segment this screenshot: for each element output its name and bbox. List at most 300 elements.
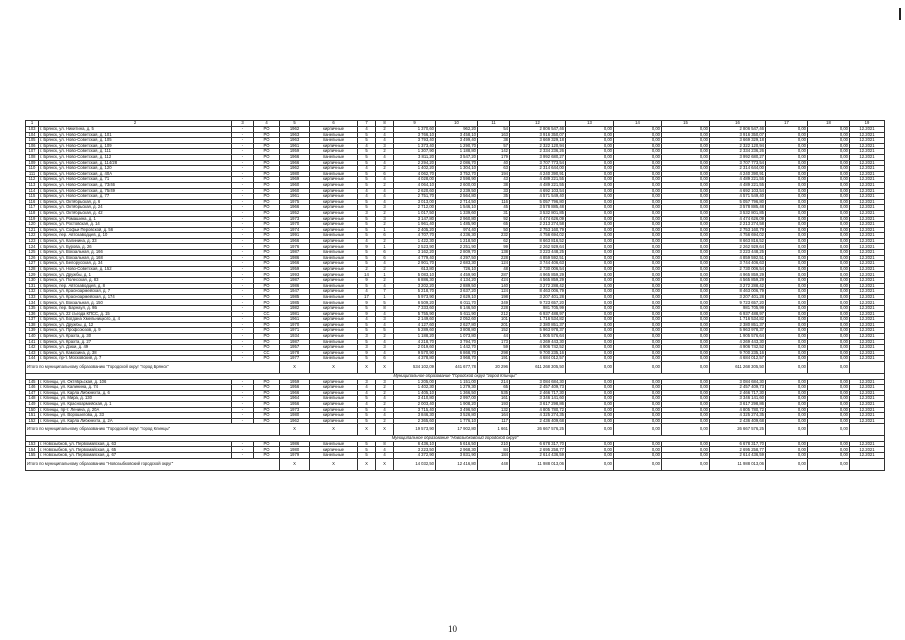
table-cell: РО <box>254 300 280 306</box>
table-cell: 1973 <box>280 216 310 222</box>
address-cell: г. Брянск, ул. 22 съезда КПСС, д. 15 <box>39 311 232 317</box>
table-cell: 1977 <box>280 356 310 362</box>
table-cell: 5 <box>358 261 376 267</box>
table-cell: 0,00 <box>566 199 614 205</box>
table-cell: 0,00 <box>566 407 614 413</box>
table-cell: 0,00 <box>808 311 850 317</box>
table-cell: 0,00 <box>766 328 808 334</box>
table-cell: 0,00 <box>614 401 662 407</box>
table-cell: кирпичные <box>310 311 358 317</box>
table-cell: РО <box>254 143 280 149</box>
address-cell: г. Брянск, ул. Ново-Советская, д. 152 <box>39 266 232 272</box>
table-cell: 1991 <box>280 233 310 239</box>
address-cell: г. Новозыбков, ул. Первомайская, д. 67 <box>39 453 232 459</box>
table-cell: 0,00 <box>662 216 710 222</box>
table-cell: 0,00 <box>614 311 662 317</box>
table-cell: 4 <box>376 261 394 267</box>
address-cell: г. Брянск, пер. Барнаул, д. 9Б <box>39 306 232 312</box>
table-cell: 3 496,50 <box>436 407 478 413</box>
table-cell: панельные <box>310 283 358 289</box>
table-cell: СС <box>254 350 280 356</box>
table-cell: 2 730 006,54 <box>710 266 766 272</box>
table-cell: 12.2021 <box>850 328 885 334</box>
subtotal-cell: 0,00 <box>614 458 662 470</box>
table-cell: 0,00 <box>808 289 850 295</box>
table-cell: 2 730 006,54 <box>510 266 566 272</box>
table-cell: 1962 <box>280 166 310 172</box>
table-cell: - <box>232 182 254 188</box>
table-cell: 124 <box>478 289 510 295</box>
table-cell: 4 489 221,55 <box>710 182 766 188</box>
table-cell: 6 <box>376 356 394 362</box>
table-cell: 9 700 235,16 <box>710 350 766 356</box>
table-cell: 2 466 717,30 <box>510 390 566 396</box>
subtotal-cell: 441 677,78 <box>436 361 478 373</box>
table-cell: 3 547,20 <box>436 154 478 160</box>
table-cell: 1960 <box>280 188 310 194</box>
table-cell: 0,00 <box>566 396 614 402</box>
table-cell: 0,00 <box>614 154 662 160</box>
table-cell: 12.2021 <box>850 317 885 323</box>
table-cell: 0,00 <box>808 441 850 447</box>
column-number-cell: 10 <box>436 121 478 127</box>
table-cell: РО <box>254 194 280 200</box>
table-cell: 5 <box>358 441 376 447</box>
table-cell: 0,00 <box>662 210 710 216</box>
table-cell: кирпичные <box>310 328 358 334</box>
address-cell: г. Клинцы, ул. Карла Либкнехта, д. 6 <box>39 390 232 396</box>
table-cell: 0,00 <box>808 250 850 256</box>
table-cell: панельные <box>310 294 358 300</box>
table-cell: кирпичные <box>310 401 358 407</box>
table-cell: 1 716 534,82 <box>510 317 566 323</box>
table-cell: 0,00 <box>566 453 614 459</box>
table-cell: 0,00 <box>566 222 614 228</box>
table-cell: 0,00 <box>662 300 710 306</box>
subtotal-cell: 11 988 013,06 <box>710 458 766 470</box>
table-cell: 3 794,70 <box>436 339 478 345</box>
table-cell: 43 <box>478 177 510 183</box>
table-cell: 12.2021 <box>850 441 885 447</box>
table-cell: 2 213 274,58 <box>710 222 766 228</box>
address-cell: г. Брянск, пр-т. Московский, д. 7 <box>39 356 232 362</box>
address-cell: г. Брянск, ул. Ново-Советская, д. 40А <box>39 171 232 177</box>
subtotal-cell: 534 102,09 <box>394 361 436 373</box>
table-cell: 116 <box>26 199 39 205</box>
table-cell: 0,00 <box>662 278 710 284</box>
table-cell: 1 073,80 <box>436 333 478 339</box>
table-cell: 5 <box>358 250 376 256</box>
table-cell: 0,00 <box>614 350 662 356</box>
table-cell: кирпичные <box>310 216 358 222</box>
table-cell: 0,00 <box>566 127 614 133</box>
table-cell: 3 223 448,25 <box>510 250 566 256</box>
table-cell: 139 <box>26 328 39 334</box>
table-cell: 4 906 742,52 <box>510 345 566 351</box>
table-cell: 2 960,80 <box>436 216 478 222</box>
table-cell: РО <box>254 255 280 261</box>
table-cell: - <box>232 447 254 453</box>
table-cell: 0,00 <box>614 199 662 205</box>
table-cell: 0,00 <box>766 453 808 459</box>
table-cell: 4 <box>358 194 376 200</box>
table-cell: 0,00 <box>614 244 662 250</box>
table-cell: - <box>232 227 254 233</box>
table-cell: 0,00 <box>566 413 614 419</box>
table-cell: 31 <box>478 210 510 216</box>
table-cell: 4 064,10 <box>394 182 436 188</box>
table-cell: панельные <box>310 154 358 160</box>
table-cell: кирпичные <box>310 177 358 183</box>
table-cell: 0,00 <box>566 227 614 233</box>
table-cell: 1980 <box>280 413 310 419</box>
table-cell: 0,00 <box>662 244 710 250</box>
table-cell: 12.2021 <box>850 255 885 261</box>
table-cell: 12.2021 <box>850 143 885 149</box>
column-number-cell: 6 <box>310 121 358 127</box>
table-cell: 3 617 298,86 <box>710 401 766 407</box>
table-cell: 0,00 <box>766 166 808 172</box>
table-cell: 1986 <box>280 283 310 289</box>
address-cell: г. Брянск, ул. Бурова, д. 26 <box>39 244 232 250</box>
table-cell: 0,00 <box>808 401 850 407</box>
table-cell: 5 <box>358 339 376 345</box>
subtotal-cell: 0,00 <box>566 361 614 373</box>
table-cell: 4 565 859,29 <box>710 278 766 284</box>
table-cell: - <box>232 244 254 250</box>
table-cell: кирпичные <box>310 222 358 228</box>
table-cell: 0,00 <box>766 216 808 222</box>
table-cell: 0,00 <box>566 154 614 160</box>
table-cell: 5 <box>358 199 376 205</box>
table-cell: 3 272 288,42 <box>510 283 566 289</box>
table-cell: 142 <box>478 149 510 155</box>
table-cell: 9 <box>358 300 376 306</box>
table-cell: 0,00 <box>662 333 710 339</box>
table-cell: 12.2021 <box>850 407 885 413</box>
table-cell: 3 <box>358 210 376 216</box>
table-cell: 0,00 <box>614 266 662 272</box>
subtotal-empty-cell <box>850 458 885 470</box>
table-cell: 2 019,60 <box>394 345 436 351</box>
address-cell: г. Брянск, ул. Ново-Советская, д. 120 <box>39 166 232 172</box>
table-cell: 0,00 <box>766 407 808 413</box>
table-cell: кирпичные <box>310 244 358 250</box>
table-cell: 184 <box>478 453 510 459</box>
table-cell: 3 458,10 <box>436 132 478 138</box>
table-cell: - <box>232 233 254 239</box>
table-cell: 4 565 859,29 <box>510 278 566 284</box>
column-number-cell: 18 <box>808 121 850 127</box>
table-cell: 0,00 <box>808 244 850 250</box>
table-cell: - <box>232 345 254 351</box>
table-cell: РО <box>254 188 280 194</box>
table-cell: 0,00 <box>766 306 808 312</box>
table-cell: 2 405,20 <box>394 227 436 233</box>
table-cell: 232 <box>478 233 510 239</box>
table-cell: 0,00 <box>662 322 710 328</box>
table-cell: кирпичные <box>310 166 358 172</box>
table-cell: 5 616,50 <box>436 441 478 447</box>
table-cell: 0,00 <box>566 385 614 391</box>
subtotal-cell: 0,00 <box>766 458 808 470</box>
table-cell: 1962 <box>280 127 310 133</box>
table-cell: 4 062,70 <box>394 171 436 177</box>
table-cell: 0,00 <box>808 127 850 133</box>
table-cell: 0,00 <box>766 390 808 396</box>
table-cell: 0,00 <box>662 132 710 138</box>
table-cell: 0,00 <box>808 138 850 144</box>
table-cell: 0,00 <box>662 149 710 155</box>
table-cell: 0,00 <box>808 283 850 289</box>
table-cell: 0,00 <box>566 238 614 244</box>
table-cell: 2 334 236,26 <box>710 149 766 155</box>
table-cell: 0,00 <box>614 194 662 200</box>
subtotal-cell: 0,00 <box>808 424 850 436</box>
table-cell: РО <box>254 333 280 339</box>
table-cell: 0,00 <box>566 317 614 323</box>
table-cell: 0,00 <box>766 333 808 339</box>
table-cell: 5 057 796,80 <box>510 199 566 205</box>
table-cell: панельные <box>310 339 358 345</box>
table-cell: 14 <box>358 272 376 278</box>
table-cell: 12.2021 <box>850 266 885 272</box>
table-cell: 0,00 <box>662 238 710 244</box>
table-cell: 54 <box>478 127 510 133</box>
table-cell: 128 <box>26 266 39 272</box>
table-cell: кирпичные <box>310 322 358 328</box>
subtotal-cell: X <box>358 361 376 373</box>
table-cell: 4 269 443,30 <box>510 339 566 345</box>
table-cell: 4 965 859,29 <box>710 272 766 278</box>
column-number-cell: 16 <box>710 121 766 127</box>
table-cell: кирпичные <box>310 210 358 216</box>
table-cell: кирпичные <box>310 143 358 149</box>
table-cell: - <box>232 154 254 160</box>
table-cell: 3 752,70 <box>436 171 478 177</box>
page-number: 10 <box>448 624 457 634</box>
table-cell: 1 366,50 <box>436 390 478 396</box>
municipality-title: Муниципальное образование "Новозыбковский городской округ" <box>26 436 885 442</box>
table-cell: 12.2021 <box>850 345 885 351</box>
table-cell: 2 <box>376 182 394 188</box>
table-cell: 5 <box>358 322 376 328</box>
table-cell: 4 <box>376 283 394 289</box>
table-cell: 0,00 <box>808 294 850 300</box>
table-cell: - <box>232 300 254 306</box>
table-cell: 0,00 <box>614 441 662 447</box>
table-cell: 2 901,70 <box>394 261 436 267</box>
table-cell: 0,00 <box>808 322 850 328</box>
table-cell: 1975 <box>280 199 310 205</box>
address-cell: г. Брянск, ул. Октябрьская, д. 42 <box>39 210 232 216</box>
table-cell: 0,00 <box>662 447 710 453</box>
table-cell: 1987 <box>280 278 310 284</box>
table-cell: 33 <box>478 188 510 194</box>
table-cell: 201 <box>478 322 510 328</box>
table-cell: 0,00 <box>662 283 710 289</box>
table-cell: 138 <box>478 250 510 256</box>
housing-register-table <box>25 120 885 471</box>
table-cell: 2 251,90 <box>436 244 478 250</box>
table-cell: 84 <box>478 447 510 453</box>
table-cell: - <box>232 238 254 244</box>
table-cell: 12.2021 <box>850 401 885 407</box>
address-cell: г. Брянск, ул. Ново-Советская, д. 75/49 <box>39 188 232 194</box>
table-cell: 145 <box>26 379 39 385</box>
subtotal-cell: 0,00 <box>614 424 662 436</box>
table-cell: - <box>232 160 254 166</box>
table-cell: - <box>232 132 254 138</box>
table-cell: панельные <box>310 250 358 256</box>
table-cell: 5 <box>358 407 376 413</box>
table-cell: 0,00 <box>566 345 614 351</box>
table-cell: 4 127,60 <box>394 322 436 328</box>
table-cell: РО <box>254 289 280 295</box>
table-cell: 0,00 <box>766 283 808 289</box>
table-cell: РО <box>254 160 280 166</box>
table-cell: 153 <box>26 441 39 447</box>
table-cell: 4 <box>376 154 394 160</box>
table-cell: 1 205,00 <box>394 379 436 385</box>
table-cell: 143 <box>26 350 39 356</box>
table-cell: 8 663 816,52 <box>710 238 766 244</box>
table-cell: 8 663 816,52 <box>510 238 566 244</box>
table-cell: 0,00 <box>566 250 614 256</box>
table-cell: кирпичные <box>310 266 358 272</box>
table-cell: 4 906 742,52 <box>710 345 766 351</box>
table-cell: 0,00 <box>566 177 614 183</box>
table-cell: 12.2021 <box>850 238 885 244</box>
table-cell: - <box>232 177 254 183</box>
table-cell: 0,00 <box>662 272 710 278</box>
table-cell: 0,00 <box>662 127 710 133</box>
table-cell: 3 207 401,28 <box>710 294 766 300</box>
table-cell: - <box>232 188 254 194</box>
table-cell: 1952 <box>280 210 310 216</box>
table-cell: - <box>232 149 254 155</box>
table-cell: 0,00 <box>808 177 850 183</box>
table-cell: 4 <box>376 199 394 205</box>
subtotal-cell: 448 <box>478 458 510 470</box>
table-cell: 6 937 488,97 <box>710 311 766 317</box>
subtotal-cell: 0,00 <box>566 424 614 436</box>
table-cell: 2 436 409,68 <box>710 418 766 424</box>
table-cell: РО <box>254 385 280 391</box>
table-cell: 0,00 <box>766 413 808 419</box>
table-cell: 179 <box>478 154 510 160</box>
table-cell: 1 339,60 <box>436 210 478 216</box>
table-cell: 6 <box>376 171 394 177</box>
table-cell: 12.2021 <box>850 171 885 177</box>
table-cell: 1971 <box>280 328 310 334</box>
table-cell: 9 723 657,20 <box>510 300 566 306</box>
table-cell: 0,00 <box>662 255 710 261</box>
table-cell: 0,00 <box>808 278 850 284</box>
table-cell: 125 <box>26 250 39 256</box>
table-cell: 5 <box>376 328 394 334</box>
table-cell: 0,00 <box>766 317 808 323</box>
table-cell: - <box>232 205 254 211</box>
column-number-cell: 12 <box>510 121 566 127</box>
table-cell: 3 202,20 <box>394 283 436 289</box>
subtotal-cell: 0,00 <box>766 361 808 373</box>
table-cell: РО <box>254 233 280 239</box>
table-cell: 0,00 <box>766 210 808 216</box>
table-cell: 9 <box>358 244 376 250</box>
table-cell: 1 <box>376 272 394 278</box>
table-cell: 0,00 <box>614 390 662 396</box>
table-cell: 131 <box>26 283 39 289</box>
table-cell: 0,00 <box>614 379 662 385</box>
table-cell: 0,00 <box>614 138 662 144</box>
address-cell: г. Брянск, ул. Ново-Советская, д. 114/28 <box>39 160 232 166</box>
table-cell: 105 <box>26 138 39 144</box>
table-cell: 4 489 221,55 <box>510 182 566 188</box>
table-cell: 1976 <box>280 244 310 250</box>
table-cell: 106 <box>26 143 39 149</box>
table-cell: 287 <box>478 272 510 278</box>
table-cell: РО <box>254 390 280 396</box>
table-cell: 144 <box>26 356 39 362</box>
table-cell: панельные <box>310 138 358 144</box>
table-cell: кирпичные <box>310 350 358 356</box>
table-cell: 38 <box>478 182 510 188</box>
table-cell: 0,00 <box>808 205 850 211</box>
table-cell: 0,00 <box>662 188 710 194</box>
table-cell: 3 526,80 <box>436 413 478 419</box>
table-cell: 2 457 409,73 <box>510 385 566 391</box>
address-cell: г. Брянск, ул. Ростовская, д. 14 <box>39 222 232 228</box>
table-cell: 3 <box>376 205 394 211</box>
table-cell: 0,00 <box>766 127 808 133</box>
table-cell: РО <box>254 272 280 278</box>
subtotal-cell: X <box>310 361 358 373</box>
table-cell: РО <box>254 328 280 334</box>
table-cell: 1 279,30 <box>436 385 478 391</box>
table-cell: 0,00 <box>808 227 850 233</box>
table-cell: 135 <box>26 306 39 312</box>
table-cell: 0,00 <box>808 233 850 239</box>
table-cell: 349 <box>478 300 510 306</box>
table-cell: РО <box>254 278 280 284</box>
table-cell: РО <box>254 294 280 300</box>
table-cell: 2 <box>376 333 394 339</box>
subtotal-cell: 14 032,50 <box>394 458 436 470</box>
table-cell: - <box>232 390 254 396</box>
table-cell: 12.2021 <box>850 127 885 133</box>
table-cell: 17 <box>358 294 376 300</box>
address-cell: г. Брянск, пер. Автозаводцев, д. 8 <box>39 283 232 289</box>
table-cell: 6 011,70 <box>436 300 478 306</box>
table-cell: 5 083,10 <box>394 272 436 278</box>
table-cell: 1956 <box>280 401 310 407</box>
address-cell: г. Брянск, ул. Ромашина, д. 1 <box>39 216 232 222</box>
table-cell: 2 <box>376 278 394 284</box>
table-cell: 4 474 626,09 <box>710 216 766 222</box>
table-cell: 164 <box>478 413 510 419</box>
table-cell: 12.2021 <box>850 278 885 284</box>
table-cell: 0,00 <box>662 390 710 396</box>
table-cell: панельные <box>310 356 358 362</box>
table-cell: 2 753 160,79 <box>710 227 766 233</box>
table-cell: 2 314 644,00 <box>710 166 766 172</box>
table-cell: 0,00 <box>662 385 710 391</box>
table-cell: - <box>232 138 254 144</box>
table-cell: 0,00 <box>766 160 808 166</box>
table-cell: 0,00 <box>614 272 662 278</box>
table-cell: 0,00 <box>662 177 710 183</box>
